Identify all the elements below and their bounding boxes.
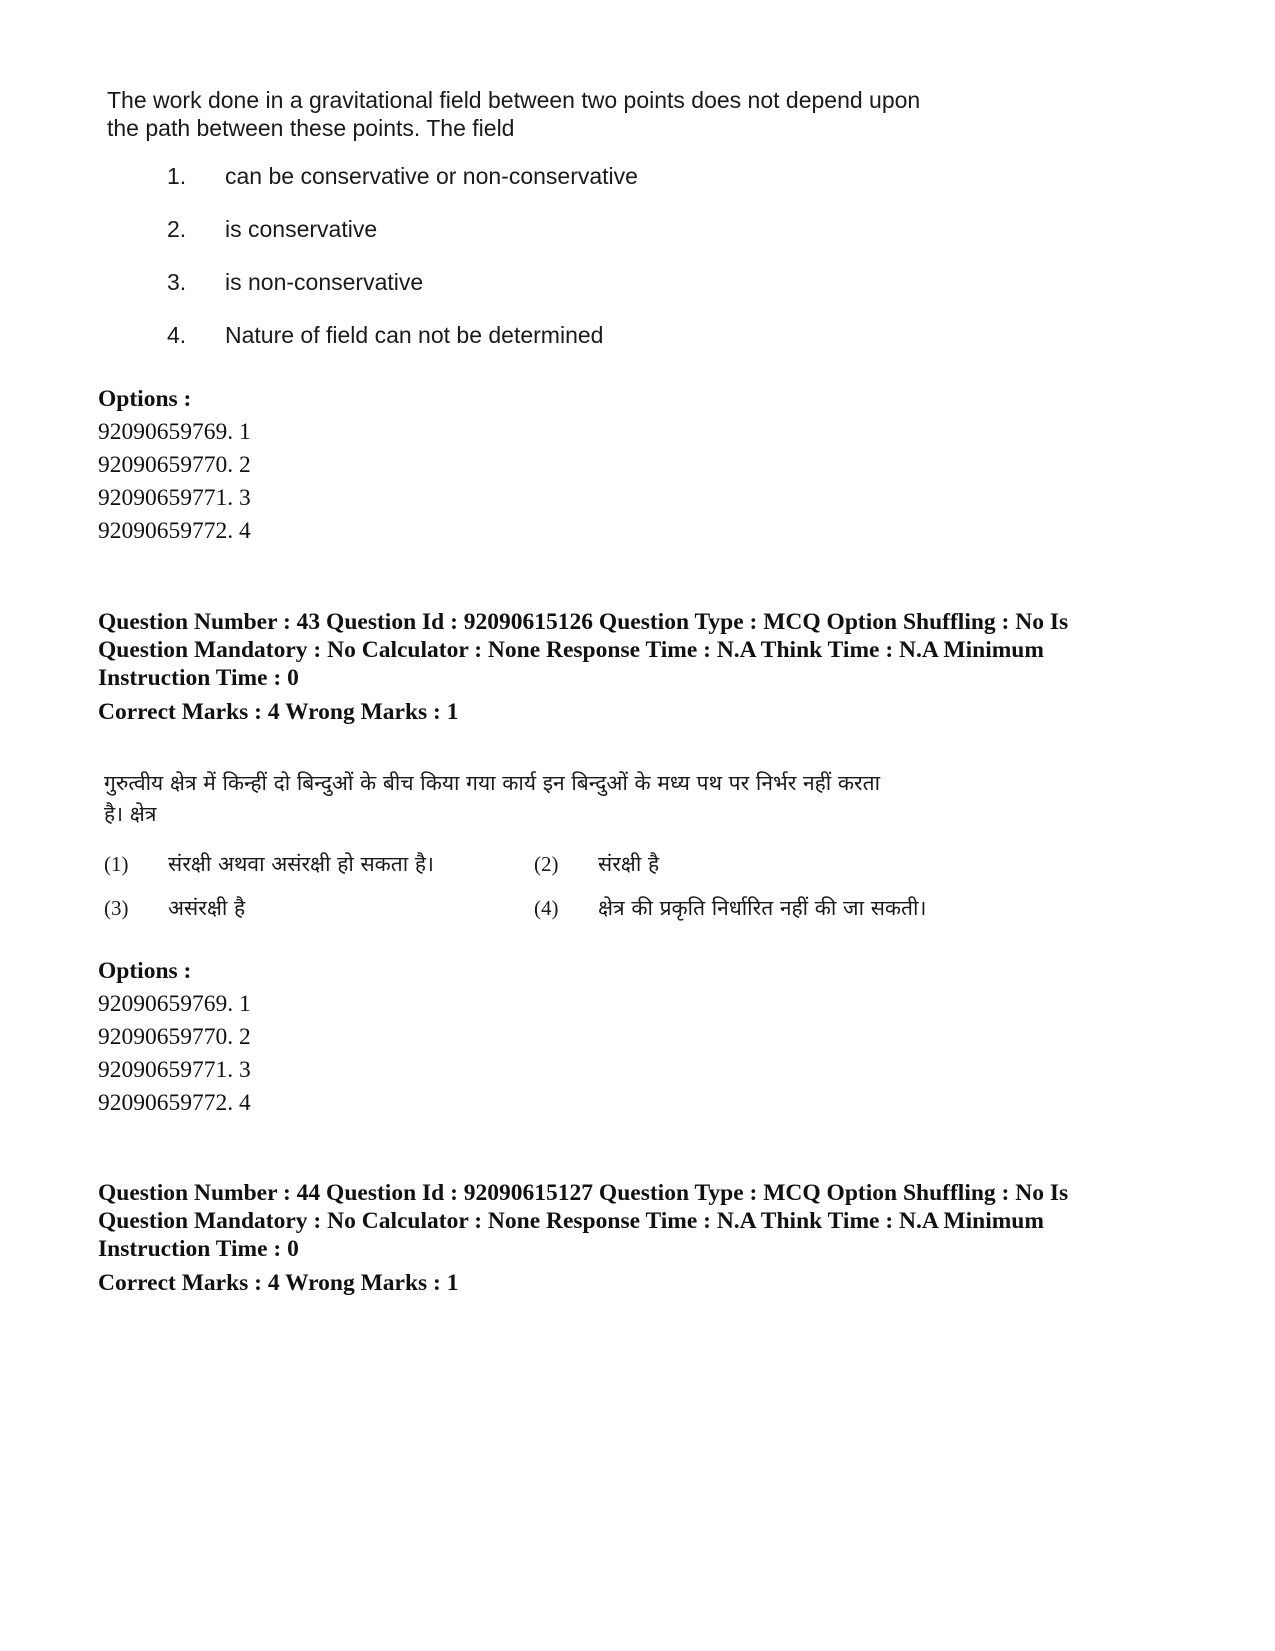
option-row: 92090659771. 3: [98, 485, 251, 511]
options-heading: Options :: [98, 386, 192, 412]
marks-line: Correct Marks : 4 Wrong Marks : 1: [98, 1270, 459, 1296]
option-row: 92090659770. 2: [98, 1024, 251, 1050]
options-heading: Options :: [98, 958, 192, 984]
answer-choice: [107, 162, 1007, 215]
choice-number: (4): [534, 896, 559, 920]
choice-number: (2): [534, 852, 559, 876]
choice-number: (3): [104, 896, 129, 920]
meta-line-1: Question Number : 44 Question Id : 92090615127 Question Type : MCQ Option Shuffling : No Is: [98, 1180, 1069, 1206]
question-stem: [107, 86, 1007, 142]
option-row: 92090659769. 1: [98, 419, 251, 445]
stem-line-2: the path between these points. The field: [107, 115, 515, 141]
choice-text: संरक्षी अथवा असंरक्षी हो सकता है।: [168, 852, 434, 876]
hindi-choice: [104, 893, 534, 924]
meta-line-1: Question Number : 43 Question Id : 92090615126 Question Type : MCQ Option Shuffling : No Is: [98, 609, 1069, 635]
question-43-metadata: [98, 608, 1198, 726]
option-row: 92090659772. 4: [98, 518, 251, 544]
option-row: 92090659770. 2: [98, 452, 251, 478]
meta-line-2: Question Mandatory : No Calculator : None Response Time : N.A Think Time : N.A Minimum: [98, 1208, 1044, 1234]
choice-text: is non-conservative: [225, 269, 424, 295]
hindi-choice: [104, 849, 534, 880]
choice-number: 1.: [167, 163, 187, 189]
option-row: 92090659772. 4: [98, 1090, 251, 1116]
option-row: 92090659771. 3: [98, 1057, 251, 1083]
options-block-2: [98, 955, 1198, 1120]
choice-text: is conservative: [225, 216, 378, 242]
choice-number: 3.: [167, 269, 187, 295]
meta-line-2: Question Mandatory : No Calculator : None Response Time : N.A Think Time : N.A Minimum: [98, 637, 1044, 663]
hindi-stem: [104, 768, 1004, 830]
hindi-choice: [534, 849, 964, 880]
marks-line: Correct Marks : 4 Wrong Marks : 1: [98, 699, 459, 725]
answer-choice-list: [107, 162, 1007, 374]
choice-text: असंरक्षी है: [168, 896, 246, 920]
answer-choice: [107, 215, 1007, 268]
meta-line-3: Instruction Time : 0: [98, 1236, 299, 1262]
question-43-hindi: [104, 768, 1004, 924]
hindi-choice: [534, 893, 964, 924]
choice-number: (1): [104, 852, 129, 876]
stem-line-1: The work done in a gravitational field between two points does not depend upon: [107, 87, 921, 113]
answer-choice: [107, 321, 1007, 374]
choice-number: 2.: [167, 216, 187, 242]
choice-number: 4.: [167, 322, 187, 348]
hindi-stem-line-1: गुरुत्वीय क्षेत्र में किन्हीं दो बिन्दुओं के बीच किया गया कार्य इन बिन्दुओं के मध्य पथ पर निर्भर नहीं करता: [104, 771, 881, 795]
choice-text: क्षेत्र की प्रकृति निर्धारित नहीं की जा सकती।: [598, 896, 927, 920]
choice-text: can be conservative or non-conservative: [225, 163, 638, 189]
question-42-english: [107, 86, 1007, 374]
choice-text: संरक्षी है: [598, 852, 660, 876]
hindi-stem-line-2: है। क्षेत्र: [104, 802, 157, 826]
question-44-metadata: [98, 1179, 1198, 1297]
hindi-choice-grid: [104, 849, 1004, 924]
choice-text: Nature of field can not be determined: [225, 322, 604, 348]
meta-line-3: Instruction Time : 0: [98, 665, 299, 691]
answer-choice: [107, 268, 1007, 321]
options-block-1: [98, 383, 1198, 548]
option-row: 92090659769. 1: [98, 991, 251, 1017]
